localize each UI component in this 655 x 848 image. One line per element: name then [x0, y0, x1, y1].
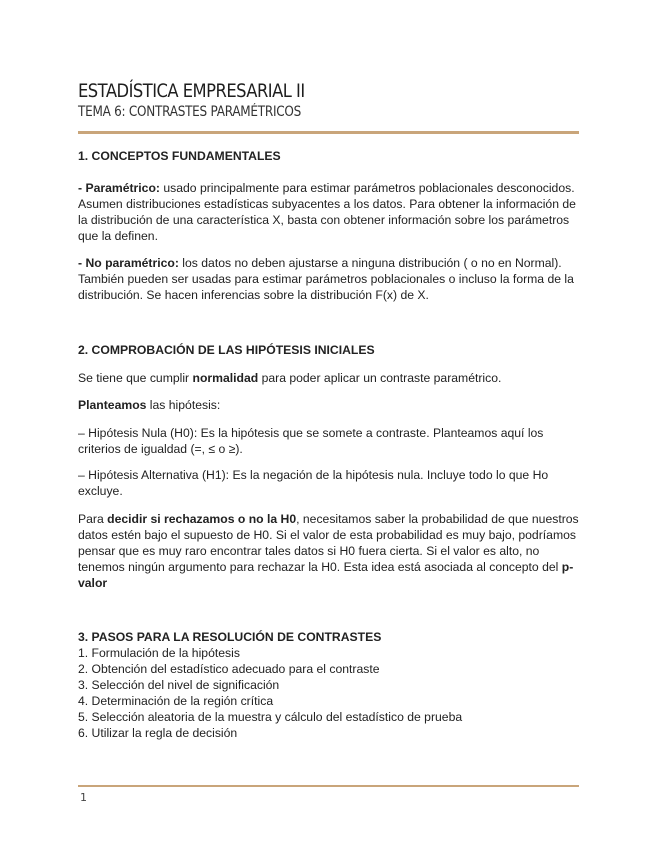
section-2-pvalue-paragraph: Para decidir si rechazamos o no la H0, necesitamos saber la probabilidad de que nuestros datos estén bajo el supuesto de H0. Si el valor de esta probabilidad es muy bajo, podríamos pensar que es muy raro encontrar tales datos si H0 fuera cierta. Si el valor es alto, no tenemos ningún argumento para rechazar la H0. Esta idea está asociada al concepto del p-valor: [78, 512, 579, 590]
list-item: 6. Utilizar la regla de decisión: [78, 726, 238, 740]
section-2-normality: Se tiene que cumplir normalidad para poder aplicar un contraste paramétrico.: [78, 371, 502, 385]
alternative-hypothesis: – Hipótesis Alternativa (H1): Es la negación de la hipótesis nula. Incluye todo lo que Ho excluye.: [78, 468, 549, 498]
section-1-parametric: [78, 180, 579, 244]
list-item: 1. Formulación de la hipótesis: [78, 646, 240, 660]
document-subtitle: TEMA 6: CONTRASTES PARAMÉTRICOS: [78, 104, 302, 120]
nonparametric-text: los datos no deben ajustarse a ninguna distribución ( o no en Normal). También pueden ser usadas para estimar parámetros poblacionales o incluso la forma de la distribución. Se hacen inferencias sobre la distribución F(x) de X.: [78, 256, 574, 302]
list-item: 5. Selección aleatoria de la muestra y cálculo del estadístico de prueba: [78, 710, 463, 724]
header-divider: [78, 131, 579, 134]
document-title: ESTADÍSTICA EMPRESARIAL II: [78, 80, 305, 102]
section-2-heading: 2. COMPROBACIÓN DE LAS HIPÓTESIS INICIALES: [78, 343, 375, 357]
list-item: 2. Obtención del estadístico adecuado para el contraste: [78, 662, 380, 676]
page-number: 1: [80, 791, 87, 804]
list-item: 4. Determinación de la región crítica: [78, 694, 274, 708]
parametric-text: usado principalmente para estimar parámetros poblacionales desconocidos. Asumen distribuciones estadísticas subyacentes a los datos. Para obtener la información de la distribución de una característica X, basta con obtener información sobre los parámetros que la definen.: [78, 181, 576, 243]
steps-list: [78, 645, 579, 741]
section-1-nonparametric: [78, 255, 579, 303]
section-3-heading: 3. PASOS PARA LA RESOLUCIÓN DE CONTRASTES: [78, 630, 382, 644]
section-2-planteamos: Planteamos las hipótesis:: [78, 398, 221, 412]
list-item: 3. Selección del nivel de significación: [78, 678, 280, 692]
section-1-heading: 1. CONCEPTOS FUNDAMENTALES: [78, 149, 281, 163]
nonparametric-label: - No paramétrico:: [78, 256, 179, 270]
parametric-label: - Paramétrico:: [78, 181, 160, 195]
section-3: [78, 629, 579, 741]
null-hypothesis: – Hipótesis Nula (H0): Es la hipótesis que se somete a contraste. Planteamos aquí los criterios de igualdad (=, ≤ o ≥).: [78, 426, 544, 456]
footer-divider: [78, 785, 579, 787]
